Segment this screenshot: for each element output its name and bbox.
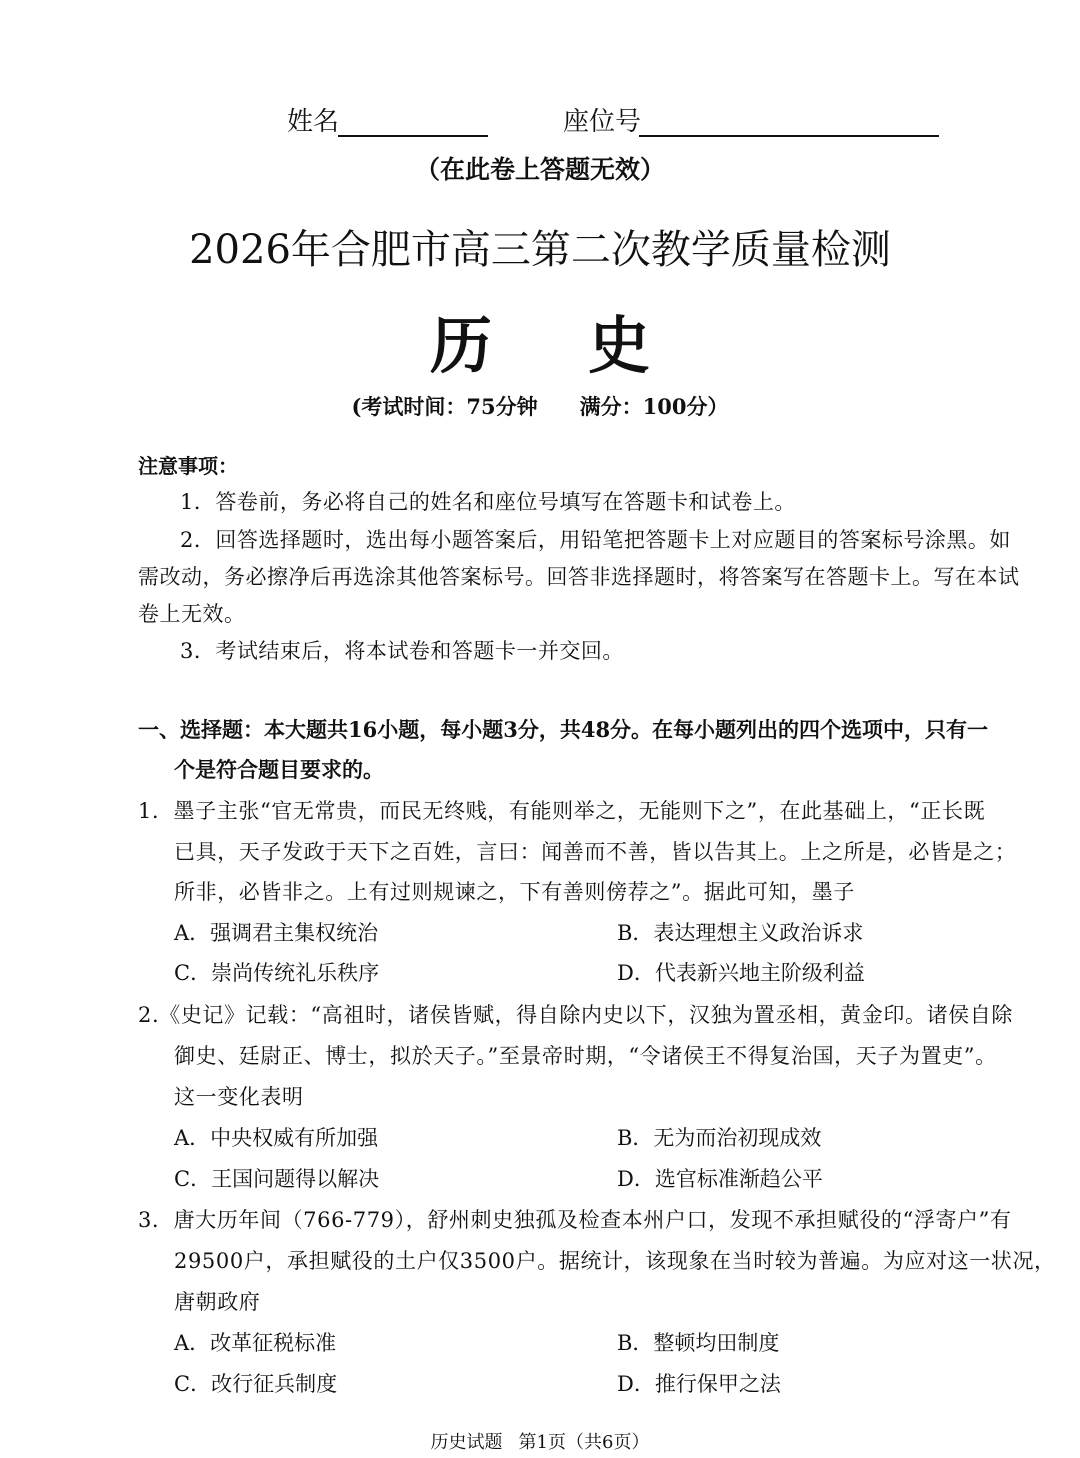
note-item: 2．回答选择题时，选出每小题答案后，用铅笔把答题卡上对应题目的答案标号涂黑。如需改动，务必擦净后再选涂其他答案标号。回答非选择题时，将答案写在答题卡上。写在本试卷上无效。 (138, 528, 1020, 626)
seat-label: 座位号 (563, 107, 642, 137)
exam-title: 2026年合肥市高三第二次教学质量检测 (189, 227, 891, 273)
option-d: D．代表新兴地主阶级利益 (617, 961, 865, 985)
option-a: A．中央权威有所加强 (174, 1126, 379, 1150)
section-heading-line2: 个是符合题目要求的。 (174, 757, 384, 782)
note-item: 1．答卷前，务必将自己的姓名和座位号填写在答题卡和试卷上。 (180, 490, 796, 514)
option-b: B．整顿均田制度 (617, 1331, 780, 1355)
invalid-answer-warning: （在此卷上答题无效） (414, 155, 665, 184)
question-stem-line: 29500户，承担赋役的土户仅3500户。据统计，该现象在当时较为普遍。为应对这一状况， (174, 1249, 1056, 1273)
name-label: 姓名 (287, 107, 340, 137)
option-c: C．改行征兵制度 (174, 1372, 338, 1396)
question-stem-line: 1．墨子主张“官无常贵，而民无终贱，有能则举之，无能则下之”，在此基础上，“正长既 (138, 799, 986, 823)
question-stem-line: 已具，天子发政于天下之百姓，言曰：闻善而不善，皆以告其上。上之所是，必皆是之； (174, 840, 1017, 864)
footer-page-number: 第1页（共6页） (518, 1432, 650, 1453)
subject-title: 历史 (429, 309, 746, 382)
question-stem-line: 2.《史记》记载：“高祖时，诸侯皆赋，得自除内史以下，汉独为置丞相，黄金印。诸侯自除 (138, 1003, 1013, 1027)
note-item: 3．考试结束后，将本试卷和答题卡一并交回。 (180, 639, 624, 663)
section-heading-line1: 一、选择题：本大题共16小题，每小题3分，共48分。在每小题列出的四个选项中，只有一 (138, 717, 989, 742)
exam-score: 满分：100分） (579, 394, 729, 419)
notes-title: 注意事项： (138, 454, 238, 478)
footer-subject: 历史试题 (430, 1432, 503, 1453)
seat-blank (639, 135, 939, 137)
option-a: A．改革征税标准 (174, 1331, 337, 1355)
section-heading (138, 710, 1030, 790)
name-blank (338, 135, 488, 137)
question-stem-line: 所非，必皆非之。上有过则规谏之，下有善则傍荐之”。据此可知，墨子 (174, 880, 855, 904)
exam-time: (考试时间：75分钟 (351, 394, 538, 419)
page-footer (0, 1430, 1080, 1456)
option-c: C．王国问题得以解决 (174, 1167, 380, 1191)
option-d: D．选官标准渐趋公平 (617, 1167, 823, 1191)
header-fields (0, 102, 1080, 142)
exam-info (0, 390, 1080, 424)
option-b: B．表达理想主义政治诉求 (617, 921, 864, 945)
option-a: A．强调君主集权统治 (174, 921, 379, 945)
option-b: B．无为而治初现成效 (617, 1126, 822, 1150)
question-stem-line: 御史、廷尉正、博士，拟於天子。”至景帝时期，“令诸侯王不得复治国，天子为置吏”。 (174, 1044, 997, 1068)
question-stem-line: 3．唐大历年间（766-779），舒州刺史独孤及检查本州户口，发现不承担赋役的“浮寄户”有 (138, 1208, 1012, 1232)
question-stem-line: 唐朝政府 (174, 1290, 261, 1314)
question-stem-line: 这一变化表明 (174, 1085, 304, 1109)
option-d: D．推行保甲之法 (617, 1372, 781, 1396)
option-c: C．崇尚传统礼乐秩序 (174, 961, 380, 985)
